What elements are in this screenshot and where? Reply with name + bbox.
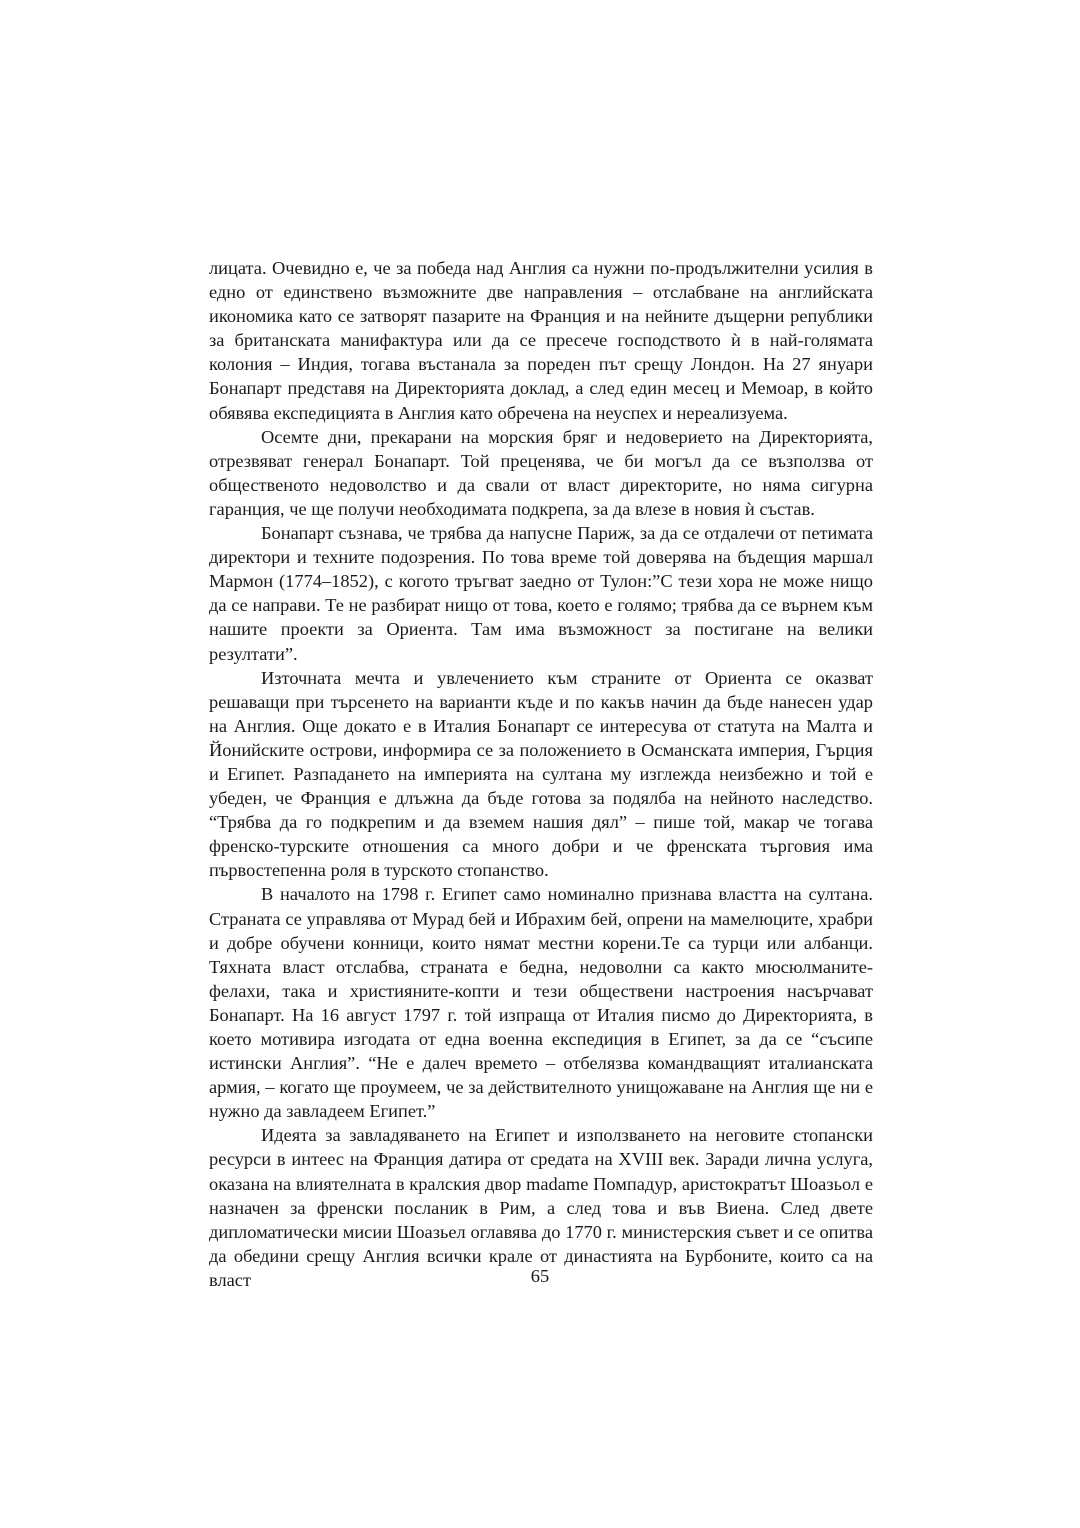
page-number: 65 [530,1266,550,1286]
paragraph: В началото на 1798 г. Египет само номинално признава властта на султана. Страната се управлява от Мурад бей и Ибрахим бей, опрени на мамелюците, храбри и добре обучени конници, които нямат местни корени.Те са турци или албанци. Тяхната власт отслабва, страната е бедна, недоволни са както мюсюлманите-фелахи, така и християните-копти и тези обществени настроения насърчават Бонапарт. На 16 август 1797 г. той изпраща от Италия писмо до Директорията, в което мотивира изгодата от една военна експедиция в Египет, за да се “съсипе истински Англия”. “Не е далеч времето – отбелязва командващият италианската армия, – когато ще проумеем, че за действителното унищожаване на Англия ще ни е нужно да завладеем Египет.” [209,884,873,1122]
body-text [209,256,873,1292]
paragraph: Идеята за завладяването на Египет и използването на неговите стопански ресурси в интеес на Франция датира от средата на XVIII век. Заради лична услуга, оказана на влиятелната в кралския двор madame Помпадур, аристократът Шоазьол е назначен за френски посланик в Рим, а след това и във Виена. След двете дипломатически мисии Шоазьел оглавява до 1770 г. министерския съвет и се опитва да обедини срещу Англия всички крале от династията на Бурбоните, които са на власт [209,1125,873,1290]
paragraph: Осемте дни, прекарани на морския бряг и недоверието на Директорията, отрезвяват генерал Бонапарт. Той преценява, че би могъл да се възползва от общественото недоволство и да свали от власт директорите, но няма сигурна гаранция, че ще получи необходимата подкрепа, за да влезе в новия ѝ състав. [209,426,873,519]
paragraph-continuation: лицата. Очевидно е, че за победа над Англия са нужни по-продължителни усилия в едно от единствено възможните две направления – отслабване на английската икономика като се затворят пазарите на Франция и на нейните дъщерни републики за британската манифактура или да се пресече господството ѝ в най-голямата колония – Индия, тогава въстанала за пореден път срещу Лондон. На 27 януари Бонапарт представя на Директорията доклад, а след един месец и Мемоар, в който обявява експедицията в Англия като обречена на неуспех и нереализуема. [209,258,873,423]
paragraph: Източната мечта и увлечението към страните от Ориента се оказват решаващи при търсенето на варианти къде и по какъв начин да бъде нанесен удар на Англия. Още докато е в Италия Бонапарт се интересува от статута на Малта и Йонийските острови, информира се за положението в Османската империя, Гърция и Египет. Разпадането на империята на султана му изглежда неизбежно и той е убеден, че Франция е длъжна да бъде готова за подялба на нейното наследство. “Трябва да го подкрепим и да вземем нашия дял” – пише той, макар че тогава френско-турските отношения са много добри и че френската търговия има първостепенна роля в турското стопанство. [209,667,873,881]
paragraph: Бонапарт съзнава, че трябва да напусне Париж, за да се отдалечи от петимата директори и техните подозрения. По това време той доверява на бъдещия маршал Мармон (1774–1852), с когото тръгват заедно от Тулон:”С тези хора не може нищо да се направи. Те не разбират нищо от това, което е голямо; трябва да се върнем към нашите проекти за Ориента. Там има възможност за постигане на велики резултати”. [209,523,873,664]
